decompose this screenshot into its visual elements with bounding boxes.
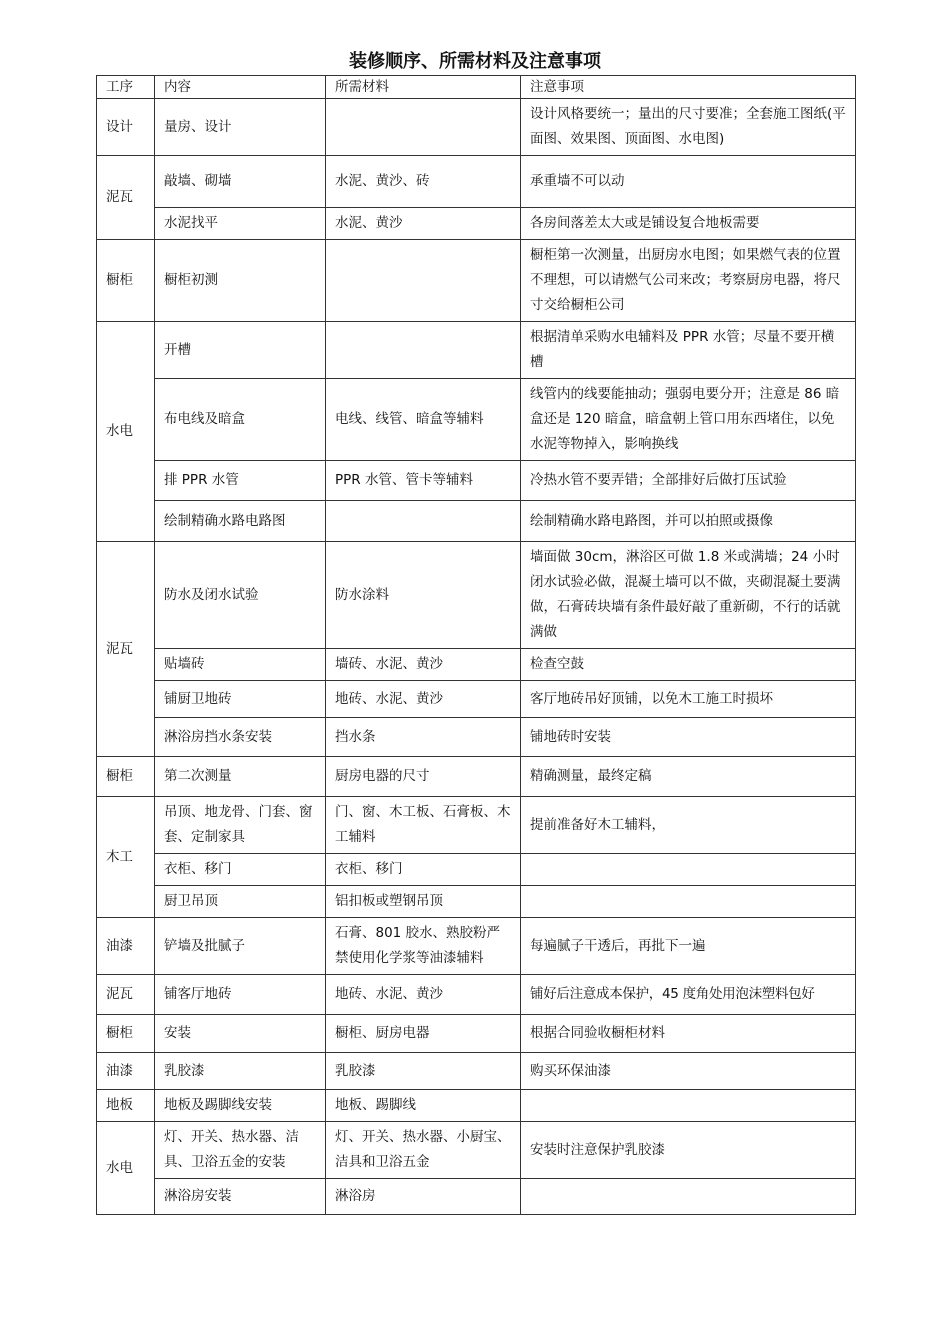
stage-cell: 泥瓦 [97, 542, 155, 757]
content-cell: 衣柜、移门 [155, 854, 326, 886]
content-cell: 安装 [155, 1015, 326, 1053]
material-cell [326, 240, 521, 322]
note-cell: 绘制精确水路电路图，并可以拍照或摄像 [521, 501, 856, 542]
table-row [97, 718, 856, 757]
table-row [97, 1053, 856, 1090]
content-cell: 第二次测量 [155, 757, 326, 797]
stage-cell: 木工 [97, 797, 155, 918]
page-title: 装修顺序、所需材料及注意事项 [349, 51, 601, 72]
stage-cell: 地板 [97, 1090, 155, 1122]
table-row [97, 461, 856, 501]
table-row [97, 797, 856, 854]
material-cell: 地板、踢脚线 [326, 1090, 521, 1122]
note-cell: 安装时注意保护乳胶漆 [521, 1122, 856, 1179]
header-stage: 工序 [97, 76, 155, 99]
stage-cell: 油漆 [97, 918, 155, 975]
material-cell: 电线、线管、暗盒等辅料 [326, 379, 521, 461]
material-cell: PPR 水管、管卡等辅料 [326, 461, 521, 501]
content-cell: 防水及闭水试验 [155, 542, 326, 649]
table-row [97, 854, 856, 886]
note-cell: 检查空鼓 [521, 649, 856, 681]
stage-cell: 泥瓦 [97, 975, 155, 1015]
note-cell: 根据合同验收橱柜材料 [521, 1015, 856, 1053]
stage-cell: 橱柜 [97, 757, 155, 797]
stage-cell: 泥瓦 [97, 156, 155, 240]
content-cell: 乳胶漆 [155, 1053, 326, 1090]
note-cell: 根据清单采购水电辅料及 PPR 水管；尽量不要开横槽 [521, 322, 856, 379]
content-cell: 橱柜初测 [155, 240, 326, 322]
material-cell: 厨房电器的尺寸 [326, 757, 521, 797]
material-cell [326, 501, 521, 542]
table-row [97, 379, 856, 461]
note-cell: 精确测量，最终定稿 [521, 757, 856, 797]
table-row [97, 1179, 856, 1215]
content-cell: 灯、开关、热水器、洁具、卫浴五金的安装 [155, 1122, 326, 1179]
stage-cell: 橱柜 [97, 1015, 155, 1053]
stage-cell: 橱柜 [97, 240, 155, 322]
content-cell: 量房、设计 [155, 99, 326, 156]
note-cell: 客厅地砖吊好顶铺，以免木工施工时损坏 [521, 681, 856, 718]
note-cell: 橱柜第一次测量，出厨房水电图；如果燃气表的位置不理想，可以请燃气公司来改；考察厨房电器，将尺寸交给橱柜公司 [521, 240, 856, 322]
table-row [97, 501, 856, 542]
material-cell: 水泥、黄沙 [326, 208, 521, 240]
table-row [97, 1090, 856, 1122]
note-cell: 承重墙不可以动 [521, 156, 856, 208]
material-cell: 淋浴房 [326, 1179, 521, 1215]
table-header-row [97, 76, 856, 99]
material-cell [326, 99, 521, 156]
material-cell: 铝扣板或塑钢吊顶 [326, 886, 521, 918]
content-cell: 铺客厅地砖 [155, 975, 326, 1015]
table-row [97, 918, 856, 975]
material-cell: 墙砖、水泥、黄沙 [326, 649, 521, 681]
content-cell: 开槽 [155, 322, 326, 379]
note-cell: 铺好后注意成本保护，45 度角处用泡沫塑料包好 [521, 975, 856, 1015]
note-cell: 购买环保油漆 [521, 1053, 856, 1090]
material-cell [326, 322, 521, 379]
material-cell: 门、窗、木工板、石膏板、木工辅料 [326, 797, 521, 854]
content-cell: 绘制精确水路电路图 [155, 501, 326, 542]
material-cell: 水泥、黄沙、砖 [326, 156, 521, 208]
table-row [97, 1015, 856, 1053]
table-row [97, 542, 856, 649]
table-row [97, 681, 856, 718]
header-material: 所需材料 [326, 76, 521, 99]
material-cell: 地砖、水泥、黄沙 [326, 975, 521, 1015]
content-cell: 铲墙及批腻子 [155, 918, 326, 975]
material-cell: 灯、开关、热水器、小厨宝、洁具和卫浴五金 [326, 1122, 521, 1179]
stage-cell: 油漆 [97, 1053, 155, 1090]
stage-cell: 水电 [97, 1122, 155, 1215]
material-cell: 石膏、801 胶水、熟胶粉严禁使用化学浆等油漆辅料 [326, 918, 521, 975]
note-cell: 每遍腻子干透后，再批下一遍 [521, 918, 856, 975]
content-cell: 敲墙、砌墙 [155, 156, 326, 208]
table-row [97, 886, 856, 918]
table-row [97, 649, 856, 681]
table-row [97, 208, 856, 240]
table-row [97, 975, 856, 1015]
material-cell: 橱柜、厨房电器 [326, 1015, 521, 1053]
note-cell: 铺地砖时安装 [521, 718, 856, 757]
content-cell: 贴墙砖 [155, 649, 326, 681]
content-cell: 地板及踢脚线安装 [155, 1090, 326, 1122]
material-cell: 乳胶漆 [326, 1053, 521, 1090]
content-cell: 淋浴房挡水条安装 [155, 718, 326, 757]
note-cell: 墙面做 30cm，淋浴区可做 1.8 米或满墙；24 小时闭水试验必做，混凝土墙可以不做，夹砌混凝土要满做，石膏砖块墙有条件最好敲了重新砌，不行的话就满做 [521, 542, 856, 649]
note-cell [521, 1179, 856, 1215]
content-cell: 布电线及暗盒 [155, 379, 326, 461]
note-cell: 各房间落差太大或是铺设复合地板需要 [521, 208, 856, 240]
material-cell: 地砖、水泥、黄沙 [326, 681, 521, 718]
content-cell: 铺厨卫地砖 [155, 681, 326, 718]
table-row [97, 1122, 856, 1179]
content-cell: 吊顶、地龙骨、门套、窗套、定制家具 [155, 797, 326, 854]
table-row [97, 156, 856, 208]
table-row [97, 757, 856, 797]
table-row [97, 99, 856, 156]
note-cell [521, 854, 856, 886]
note-cell: 冷热水管不要弄错；全部排好后做打压试验 [521, 461, 856, 501]
content-cell: 水泥找平 [155, 208, 326, 240]
material-cell: 挡水条 [326, 718, 521, 757]
header-note: 注意事项 [521, 76, 856, 99]
note-cell: 设计风格要统一；量出的尺寸要准；全套施工图纸(平面图、效果图、顶面图、水电图) [521, 99, 856, 156]
note-cell: 线管内的线要能抽动；强弱电要分开；注意是 86 暗盒还是 120 暗盒，暗盒朝上管口用东西堵住，以免水泥等物掉入，影响换线 [521, 379, 856, 461]
content-cell: 淋浴房安装 [155, 1179, 326, 1215]
material-cell: 防水涂料 [326, 542, 521, 649]
note-cell [521, 886, 856, 918]
header-content: 内容 [155, 76, 326, 99]
note-cell: 提前准备好木工辅料， [521, 797, 856, 854]
content-cell: 厨卫吊顶 [155, 886, 326, 918]
stage-cell: 水电 [97, 322, 155, 542]
table-row [97, 240, 856, 322]
stage-cell: 设计 [97, 99, 155, 156]
renovation-table [96, 75, 856, 1215]
content-cell: 排 PPR 水管 [155, 461, 326, 501]
note-cell [521, 1090, 856, 1122]
table-row [97, 322, 856, 379]
material-cell: 衣柜、移门 [326, 854, 521, 886]
